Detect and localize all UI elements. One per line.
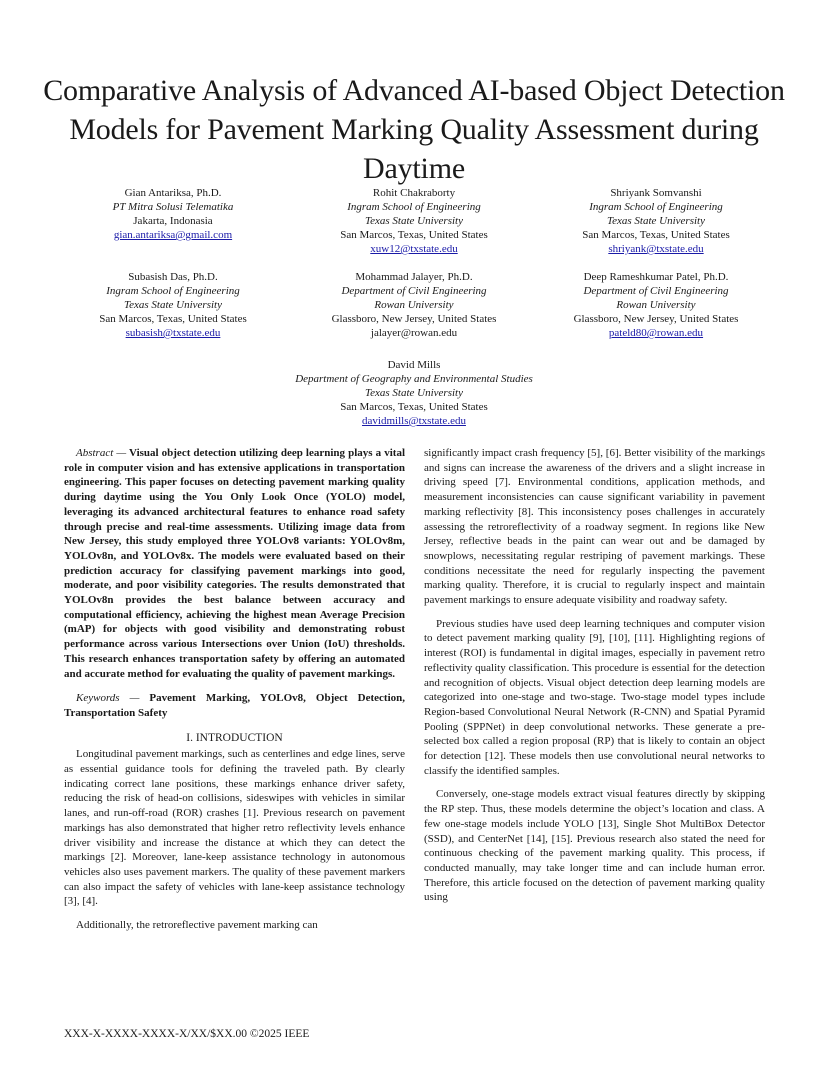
abstract-text: Visual object detection utilizing deep learning plays a vital role in computer vision and has extensive applications in transportation engineering. This paper focuses on detecting pavement marking quality during daytime using the You Only Look Once (YOLO) model, leveraging its advanced architectural features to enhance road safety through precise and real-time assessments. Utilizing image data from New Jersey, this study employed three YOLOv8 variants: YOLOv8m, YOLOv8n, and YOLOv8x. The models were evaluated based on their prediction accuracy for classifying pavement markings into good, moderate, and poor visibility categories. The results demonstrated that YOLOv8n provides the best balance between accuracy and computational efficiency, achieving the highest mean Average Precision (mAP) for objects with good visibility and demonstrating robust performance across various Intersections over Union (IoU) thresholds. This research enhances transportation safety by offering an automated and accurate method for evaluating the quality of pavement markings. — [64, 447, 405, 680]
body-paragraph: Previous studies have used deep learning techniques and computer vision to detect pavement marking quality [9], [10], [11]. Highlighting regions of interest (ROI) is fundamental in digital images, especially in pavement retro reflectivity quality classification. This procedure is essential for the detection and recognition of objects. Visual object detection deep learning models are categorized into one-stage and two-stage. Two-stage model types include Region-based Convolutional Neural Network (R-CNN) and Spatial Pyramid Pooling (SPPNet) in deep convolutional networks. These generate a pre-selected box called a region proposal (RP) that is likely to contain an object for detection [12]. These models then use convolutional neural networks to classify the identified samples. — [424, 617, 765, 777]
author-affiliation: Department of Civil Engineering — [341, 285, 487, 297]
keywords — [64, 691, 405, 720]
author-email-link[interactable]: subasish@txstate.edu — [125, 327, 221, 339]
author-name: Gian Antariksa, Ph.D. — [124, 187, 222, 199]
body-paragraph: significantly impact crash frequency [5], [6]. Better visibility of the markings and signs can increase the awareness of the drivers and a slight increase in driving speed [7]. Environmental conditions, application methods, and measurement inconsistencies can cause significant variability in pavement marking reflectivity [8]. This inconsistency poses challenges in accurately assessing the retroreflectivity of a roadway segment. In regions like New Jersey, reflective beads in the paint can wear out and be damaged by snowplows, necessitating regular restriping of pavement markings. These conditions necessitate the need for regularly inspecting the pavement marking quality. Therefore, it is crucial to regularly inspect and maintain pavement markings to ensure adequate visibility and roadway safety. — [424, 447, 765, 607]
author-location: Glassboro, New Jersey, United States — [573, 313, 739, 325]
author-block-5 — [279, 270, 549, 340]
section-heading: I. INTRODUCTION — [186, 731, 283, 744]
abstract — [64, 446, 405, 681]
author-affiliation: PT Mitra Solusi Telematika — [112, 201, 234, 213]
author-email-link[interactable]: gian.antariksa@gmail.com — [113, 229, 233, 241]
author-block-4 — [38, 270, 308, 340]
author-email-link[interactable]: shriyank@txstate.edu — [608, 243, 704, 255]
author-affiliation: Department of Civil Engineering — [583, 285, 729, 297]
author-university: Texas State University — [124, 299, 222, 311]
body-paragraph: Additionally, the retroreflective pavement marking can — [76, 919, 318, 932]
author-university: Rowan University — [374, 299, 454, 311]
author-name: Subasish Das, Ph.D. — [128, 271, 218, 283]
author-name: David Mills — [387, 359, 441, 371]
author-affiliation: Ingram School of Engineering — [589, 201, 723, 213]
author-email: jalayer@rowan.edu — [370, 327, 458, 339]
author-email-link[interactable]: davidmills@txstate.edu — [362, 415, 466, 427]
author-name: Mohammad Jalayer, Ph.D. — [355, 271, 473, 283]
author-block-6 — [521, 270, 791, 340]
author-block-2 — [279, 186, 549, 256]
author-location: San Marcos, Texas, United States — [340, 229, 488, 241]
author-name: Shriyank Somvanshi — [610, 187, 702, 199]
paper-title: Comparative Analysis of Advanced AI-based Object Detection Models for Pavement Marking Quality Assessment during Daytime — [43, 74, 785, 185]
right-column — [424, 446, 765, 905]
author-university: Rowan University — [616, 299, 696, 311]
author-university: Texas State University — [365, 387, 463, 399]
author-university: Texas State University — [607, 215, 705, 227]
author-block-1 — [38, 186, 308, 242]
author-location: San Marcos, Texas, United States — [582, 229, 730, 241]
author-block-7 — [264, 358, 564, 428]
copyright-footer: XXX-X-XXXX-XXXX-X/XX/$XX.00 ©2025 IEEE — [64, 1028, 310, 1040]
left-column — [64, 446, 405, 933]
author-location: Jakarta, Indonasia — [133, 215, 213, 227]
body-paragraph: Conversely, one-stage models extract visual features directly by skipping the RP step. Thus, these models determine the object’s location and class. A few one-stage models include YOLO [13], Single Shot MultiBox Detector (SSD), and CenterNet [14], [15]. Previous research also stated the need for continuous checking of the pavement marking quality. This process, if conducted manually, may take longer time and can include human error. Therefore, this article focused on the detection of pavement marking quality using — [424, 788, 765, 904]
abstract-label: Abstract — — [76, 447, 127, 459]
author-location: San Marcos, Texas, United States — [340, 401, 488, 413]
author-location: Glassboro, New Jersey, United States — [331, 313, 497, 325]
author-email-link[interactable]: xuw12@txstate.edu — [370, 243, 458, 255]
author-affiliation: Ingram School of Engineering — [106, 285, 240, 297]
author-name: Rohit Chakraborty — [372, 187, 456, 199]
author-location: San Marcos, Texas, United States — [99, 313, 247, 325]
keywords-label: Keywords — — [76, 692, 140, 705]
author-affiliation: Department of Geography and Environmental Studies — [295, 373, 533, 385]
body-paragraph: Longitudinal pavement markings, such as centerlines and edge lines, serve as essential guidance tools for defining the traveled path. By clearly indicating correct lane positions, these markings enhance driver safety, reducing the risk of head-on collisions, sideswipes with vehicles in similar lanes, and run-off-road (ROR) crashes [1]. Previous research on pavement markings has also demonstrated that higher retro reflectivity levels enhance driver visibility and increase the distance at which they can detect the markings [2]. Moreover, lane-keep assistance technology in autonomous vehicles also uses pavement markers. The quality of these pavement markers can also impact the safety of vehicles with lane-keep assistance technology [3], [4]. — [64, 748, 405, 908]
author-affiliation: Ingram School of Engineering — [347, 201, 481, 213]
author-university: Texas State University — [365, 215, 463, 227]
author-block-3 — [521, 186, 791, 256]
author-email-link[interactable]: pateld80@rowan.edu — [608, 327, 704, 339]
keywords-text: Pavement Marking, YOLOv8, Object Detection, Transportation Safety — [64, 692, 406, 719]
author-name: Deep Rameshkumar Patel, Ph.D. — [583, 271, 729, 283]
